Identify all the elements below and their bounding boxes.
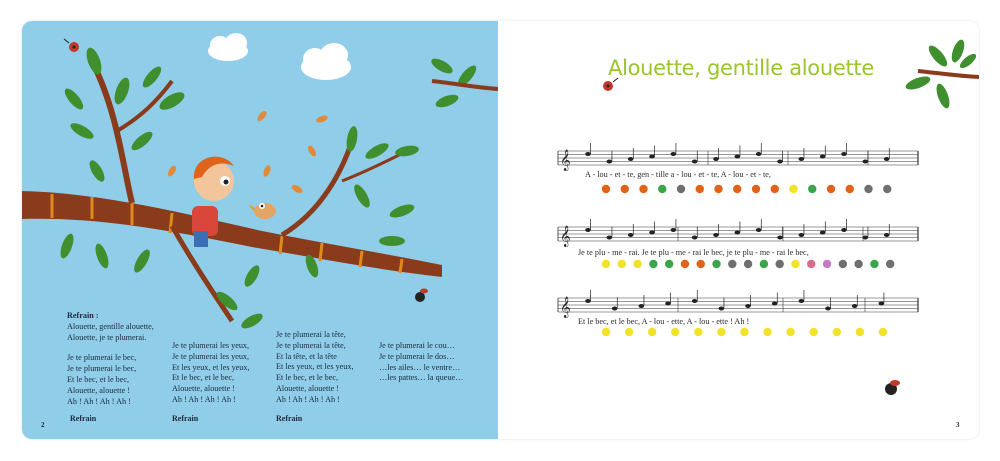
lyric-line: Je te plumerai la tête, [276, 340, 346, 350]
note-head [692, 160, 698, 164]
lyric-line: Et les yeux, et les yeux, [172, 362, 250, 372]
lyric-line: Et le bec, et le bec, [172, 373, 235, 383]
note-color-dot [648, 328, 656, 336]
note-color-dot [883, 185, 891, 193]
staff-lyrics-1: A - lou - et - te, gen - tille a - lou - et - te, A - lou - et - te, [585, 170, 771, 179]
sheet-music [498, 21, 979, 439]
lyric-line: Alouette, gentille alouette, [67, 321, 154, 331]
note-head [607, 160, 613, 164]
note-color-dot [677, 185, 685, 193]
note-head [671, 228, 677, 232]
note-head [649, 231, 655, 235]
note-head [820, 155, 826, 159]
lyrics-column-2 [172, 341, 250, 406]
lyric-line: Refrain : [67, 311, 99, 320]
note-color-dot [625, 328, 633, 336]
staff [558, 143, 918, 171]
note-color-dot [760, 260, 768, 268]
note-head [884, 157, 890, 161]
note-color-dot [649, 260, 657, 268]
cloud-icon [301, 43, 351, 80]
lyric-line: Et le bec, et le bec, [67, 374, 130, 384]
note-head [692, 236, 698, 240]
note-head [772, 302, 778, 306]
note-head [777, 236, 783, 240]
note-head [639, 304, 645, 308]
note-color-row [602, 185, 892, 193]
refrain-footer: Refrain [172, 414, 199, 423]
right-page [498, 21, 979, 439]
note-head [649, 155, 655, 159]
falling-leaves [166, 109, 328, 194]
note-head [841, 228, 847, 232]
staff-lyrics-3: Et le bec, et le bec, A - lou - ette, A - lou - ette ! Ah ! [578, 317, 750, 326]
note-color-row [602, 260, 895, 268]
lyric-line: Je te plumerai le dos… [379, 351, 455, 361]
note-color-dot [833, 328, 841, 336]
note-head [777, 160, 783, 164]
note-color-dot [694, 328, 702, 336]
note-color-dot [786, 328, 794, 336]
main-branch [22, 191, 442, 277]
lyric-line: Je te plumerai le cou… [379, 341, 455, 350]
note-color-dot [717, 328, 725, 336]
note-color-dot [602, 328, 610, 336]
lyric-line: Alouette, je te plumerai. [67, 332, 147, 342]
song-title: Alouette, gentille alouette [608, 56, 874, 80]
note-color-dot [886, 260, 894, 268]
note-head [756, 152, 762, 156]
page-number-left: 2 [41, 421, 45, 429]
note-color-dot [854, 260, 862, 268]
note-color-dot [658, 185, 666, 193]
note-head [756, 228, 762, 232]
staff-lyrics-2: Je te plu - me - rai. Je te plu - me - rai le bec, je te plu - me - rai le bec, [578, 248, 809, 257]
note-head [820, 231, 826, 235]
lyric-line: Je te plumerai la tête, [276, 330, 346, 339]
note-head [612, 307, 618, 311]
lyric-line: Ah ! Ah ! Ah ! Ah ! [172, 394, 236, 404]
treble-clef-icon: 𝄞 [560, 150, 571, 171]
note-color-dot [864, 185, 872, 193]
note-head [825, 307, 831, 311]
lyric-line: Ah ! Ah ! Ah ! Ah ! [276, 394, 340, 404]
note-color-dot [712, 260, 720, 268]
note-head [863, 236, 869, 240]
note-color-dot [775, 260, 783, 268]
note-head [671, 152, 677, 156]
leaves [904, 38, 979, 110]
note-head [607, 236, 613, 240]
note-head [585, 152, 591, 156]
note-color-dot [809, 328, 817, 336]
note-color-row [602, 328, 887, 336]
lyric-line: …les ailes… le ventre… [379, 362, 461, 372]
note-color-dot [696, 185, 704, 193]
note-color-dot [763, 328, 771, 336]
note-head [852, 304, 858, 308]
leaves [58, 46, 479, 332]
note-color-dot [714, 185, 722, 193]
note-color-dot [602, 185, 610, 193]
note-head [585, 228, 591, 232]
note-head [713, 157, 719, 161]
fly-icon [885, 380, 900, 395]
note-color-dot [671, 328, 679, 336]
treble-clef-icon: 𝄞 [560, 226, 571, 247]
fly-icon [415, 289, 428, 303]
note-color-dot [602, 260, 610, 268]
note-color-dot [639, 185, 647, 193]
lyric-line: Je te plumerai le bec, [67, 364, 137, 374]
lyric-line: Et les yeux, et les yeux, [276, 362, 354, 372]
ladybug-icon [64, 39, 79, 52]
treble-clef-icon: 𝄞 [560, 297, 571, 318]
bird-character [248, 203, 276, 219]
note-color-dot [789, 185, 797, 193]
note-color-dot [752, 185, 760, 193]
note-head [841, 152, 847, 156]
lyric-line: Alouette, alouette ! [276, 383, 339, 393]
note-head [799, 157, 805, 161]
note-head [719, 307, 725, 311]
note-head [879, 302, 885, 306]
staff [558, 219, 918, 247]
note-head [585, 299, 591, 303]
lyric-line: Je te plumerai les yeux, [172, 351, 250, 361]
note-color-dot [733, 185, 741, 193]
note-color-dot [618, 260, 626, 268]
note-color-dot [827, 185, 835, 193]
note-color-dot [791, 260, 799, 268]
cloud-icon [208, 33, 248, 61]
lyric-line: Je te plumerai les yeux, [172, 341, 250, 350]
note-color-dot [728, 260, 736, 268]
note-color-dot [870, 260, 878, 268]
lyric-line: …les pattes… la queue… [379, 373, 464, 383]
refrain-footer: Refrain [276, 414, 303, 423]
refrain-footer: Refrain [70, 414, 97, 423]
note-head [735, 231, 741, 235]
note-color-dot [771, 185, 779, 193]
ladybug-icon [603, 78, 618, 91]
note-head [692, 299, 698, 303]
note-color-dot [740, 328, 748, 336]
note-color-dot [823, 260, 831, 268]
note-color-dot [621, 185, 629, 193]
note-color-dot [807, 260, 815, 268]
lyrics-column-4 [379, 341, 463, 384]
lyric-line: Alouette, alouette ! [172, 384, 235, 394]
note-color-dot [808, 185, 816, 193]
note-color-dot [879, 328, 887, 336]
left-page [22, 21, 498, 439]
note-head [799, 233, 805, 237]
note-head [628, 157, 634, 161]
note-color-dot [697, 260, 705, 268]
note-color-dot [744, 260, 752, 268]
staff [558, 290, 918, 318]
note-color-dot [633, 260, 641, 268]
book-spread [22, 21, 979, 439]
note-color-dot [665, 260, 673, 268]
note-head [863, 160, 869, 164]
note-head [628, 233, 634, 237]
note-head [735, 155, 741, 159]
note-color-dot [856, 328, 864, 336]
lyrics-column-1 [67, 311, 154, 407]
note-head [745, 304, 751, 308]
note-color-dot [681, 260, 689, 268]
lyric-line: Et la tête, et la tête [276, 351, 337, 361]
lyric-line: Je te plumerai le bec, [67, 353, 137, 363]
page-number-right: 3 [956, 421, 960, 429]
lyric-line: Ah ! Ah ! Ah ! Ah ! [67, 396, 131, 406]
note-head [884, 233, 890, 237]
lyrics-column-3 [276, 330, 354, 406]
note-head [713, 233, 719, 237]
lyric-line: Alouette, alouette ! [67, 385, 130, 395]
lyric-line: Et le bec, et le bec, [276, 373, 339, 383]
note-head [665, 302, 671, 306]
note-head [799, 299, 805, 303]
note-color-dot [839, 260, 847, 268]
note-color-dot [846, 185, 854, 193]
